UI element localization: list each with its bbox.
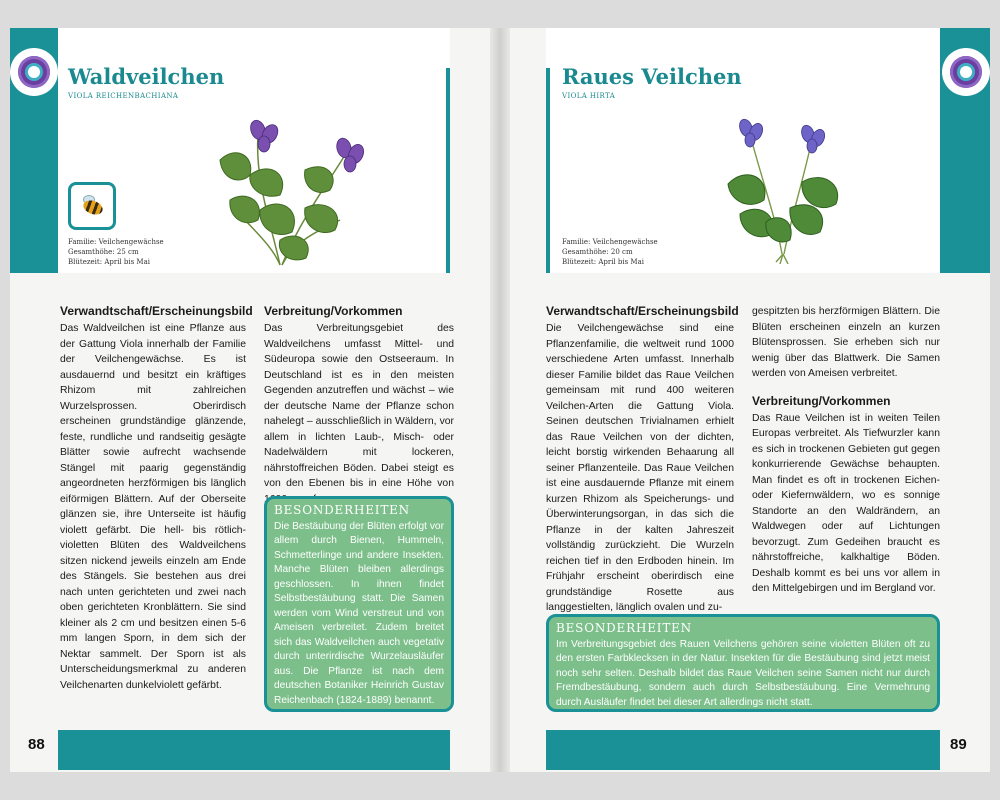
box-heading: BESONDERHEITEN [274,503,410,517]
left-header-rule [446,68,450,273]
right-page [510,28,990,772]
right-col-distribution [752,304,940,597]
violet-flower-icon [950,56,982,88]
right-col-appearance [546,304,739,616]
plant-meta [562,237,658,267]
plant-illustration [210,90,370,270]
pollinator-badge [68,182,116,230]
section-text: Das Waldveilchen ist eine Pflanze aus der Gattung Viola innerhalb der Familie der Veilchengewächse. Es ist ausdauernd und besitzt ein kräftiges Rhizom mit zahlreichen Wurzelsprossen. Oberirdisch erscheinen grundständige glänzende, feste, rundliche und randseitig gesägte Blätter sowie aufrecht wachsende Stängel mit paarig gegenständig angeordneten herzförmigen bis länglich eiförmigen Blättern. Auf der Oberseite glänzen sie, ihre Unterseite ist häufig violett gefärbt. Die hell- bis rötlich-violetten Blüten des Waldveilchens sitzen nickend jeweils einzeln am Ende des Stängels. Sie bestehen aus drei nach unten gerichteten und zwei nach oben gerichteten Kronblättern. Sie sind kleiner als 2 cm und besitzen einen 5-6 mm langen Sporn, in dem sich der Nektar sammelt. Der Sporn ist als Unterscheidungsmerkmal zu anderen Veilchenarten dunkelviolett gefärbt. [60,323,246,691]
plant-meta [68,237,164,267]
plant-illustration [720,104,850,264]
section-heading: Verwandtschaft/Erscheinungsbild [60,304,253,318]
book-spine [490,28,510,772]
right-footer-bar [546,730,940,770]
bee-icon [77,195,107,217]
latin-name: VIOLA HIRTA [562,92,616,100]
left-page [10,28,490,772]
box-text: Die Bestäubung der Blüten erfolgt vor allem durch Bienen, Hummeln, Schmetterlinge und andere Insekten. Manche Blüten bleiben allerdings geschlossen. In ihnen findet Selbstbestäubung statt. Die Samen werden vom Wind verstreut und von Ameisen verbreitet. Zudem breitet sich das Waldveilchen auch vegetativ durch unterirdische Wurzelausläufer aus. Die Pflanze ist nach dem deutschen Botaniker Heinrich Gustav Reichenbach (1824-1889) benannt. [274,520,444,706]
section-heading: Verbreitung/Vorkommen [264,304,403,318]
section-text: Das Verbreitungsgebiet des Waldveilchens umfasst Mittel- und Südeuropa sowie den Ostseeraum. In Deutschland ist es in den meisten Gegenden anzutreffen und wächst – wie der deutsche Name der Pflanze schon nahelegt – ausschließlich in Wäldern, vor allem in lichten Laub-, Misch- oder Nadelwäldern mit lockeren, nährstoffreichen Böden. Dabei steigt es von den Ebenen bis in eine Höhe von [264,323,454,489]
meta-bloom: Blütezeit: April bis Mai [68,258,151,266]
special-features-box [264,496,454,712]
meta-bloom: Blütezeit: April bis Mai [562,258,645,266]
left-col-appearance [60,304,253,693]
meta-family: Familie: Veilchengewächse [562,238,658,246]
section-text: Die Veilchengewächse sind eine Pflanzenfamilie, die weltweit rund 1000 verschiedene Arten umfasst. Innerhalb dieser Familie bildet das Raue Veilchen gemeinsam mit rund 400 weiteren Veilchen-Arten die Gattung Viola. Seinen deutschen Trivialnamen erhielt das Raue Veilchen von der dichten, leicht borstig wirkenden Behaarung all seiner Pflanzenteile. Das Raue Veilchen ist eine ausdauernde Pflanze mit einem kurzen Rhizom als Speicherungs- und Überwinterungsorgan, in das sich die Pflanze in der kalten Jahreszeit vollständig zurückzieht. Die Wurzeln reichen tief in den Erdboden hinein. Im Frühjahr erscheint oberirdisch eine grundständige Rosette aus langgestielten, länglich ovalen und zu- [546,323,734,613]
page-number: 88 [28,736,45,753]
species-title: Waldveilchen [68,64,225,89]
section-heading: Verwandtschaft/Erscheinungsbild [546,304,739,318]
right-header-rule [546,68,550,273]
page-number: 89 [950,736,967,753]
meta-height: Gesamthöhe: 20 cm [562,248,633,256]
meta-height: Gesamthöhe: 25 cm [68,248,139,256]
left-col-distribution [264,304,454,507]
box-heading: BESONDERHEITEN [556,621,692,635]
badge [942,48,990,96]
species-title: Raues Veilchen [562,64,742,89]
violet-flower-icon [18,56,50,88]
meta-family: Familie: Veilchengewächse [68,238,164,246]
special-features-box [546,614,940,712]
latin-name: VIOLA REICHENBACHIANA [68,92,179,100]
section-heading: Verbreitung/Vorkommen [752,393,891,408]
section-text: Das Raue Veilchen ist in weiten Teilen Europas verbreitet. Als Tiefwurzler kann es sich in trockenen Gebieten gut gegen konkurrierende Gewächse behaupten. Man findet es oft in trockenen Eichen- oder Kiefernwäldern, wo es sonnige Standorte an den Waldrändern, an Waldwegen oder auf Lichtungen bevorzugt. Zum Gedeihen braucht es nährstoffreiche, kalkhaltige Böden. Deshalb kommt es bei uns vor allem in den Mittelgebirgen und im Bergland vor. [752,412,940,594]
badge [10,48,58,96]
left-footer-bar [58,730,450,770]
box-text: Im Verbreitungsgebiet des Rauen Veilchens gehören seine violetten Blüten oft zu den ersten Farbklecksen in der Natur. Insekten für die Bestäubung sind jetzt meist noch sehr selten. Deshalb bildet das Raue Veilchen seine Samen nicht nur durch Fremdbestäubung, sondern auch durch Selbstbestäubung. Eine Vermehrung durch Ausläufer findet bei dieser Art allerdings nicht statt. [556,638,930,708]
section-text-continued: gespitzten bis herzförmigen Blättern. Die Blüten erscheinen einzeln an kurzen Blütensprossen. Sie erheben sich nur wenig über das Blattwerk. Die Samen werden von Ameisen verbreitet. [752,306,940,379]
